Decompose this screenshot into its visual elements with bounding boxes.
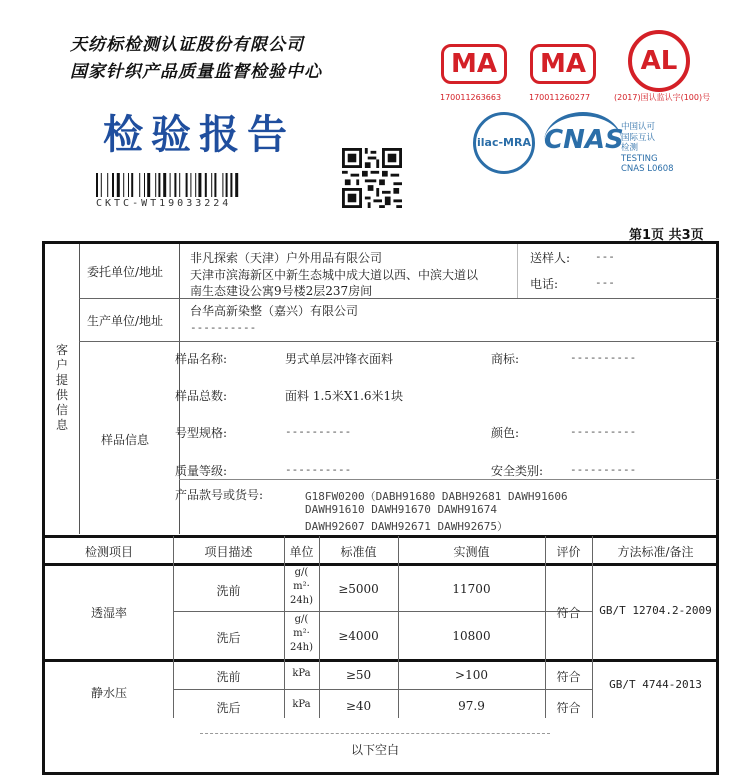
table-row-standard: ≥4000 xyxy=(338,629,379,643)
cnas-info: 中国认可 国际互认 检测 TESTING CNAS L0608 xyxy=(621,122,674,174)
table-row-eval: 符合 xyxy=(556,670,581,684)
sample-name-value: 男式单层冲锋衣面料 xyxy=(285,352,394,366)
safety-label: 安全类别: xyxy=(491,464,544,478)
cma-mark-1: MA xyxy=(441,44,507,84)
sample-total-value: 面料 1.5米X1.6米1块 xyxy=(285,389,404,403)
method-moisture: GB/T 12704.2-2009 xyxy=(599,604,712,617)
producer-label: 生产单位/地址 xyxy=(87,314,164,328)
client-info-label: 客户提供信息 xyxy=(55,343,68,432)
color-label: 颜色: xyxy=(491,426,520,440)
org-name: 天纺标检测认证股份有限公司 xyxy=(70,35,304,55)
cma-code-2: 170011260277 xyxy=(529,93,591,102)
col-header-measured: 实测值 xyxy=(453,545,490,559)
producer-company: 台华高新染整（嘉兴）有限公司 xyxy=(190,304,359,318)
blank-below-note: 以下空白 xyxy=(350,743,399,757)
col-header-desc: 项目描述 xyxy=(204,545,253,559)
end-divider xyxy=(200,733,550,734)
model-value: ---------- xyxy=(285,425,352,438)
table-row-measured: 11700 xyxy=(452,582,491,596)
table-row-unit: kPa xyxy=(292,699,311,710)
sender-value: --- xyxy=(595,250,615,263)
product-no-line-1: G18FW0200（DABH91680 DABH92681 DAWH91606 xyxy=(305,490,568,503)
cma-mark-2: MA xyxy=(530,44,596,84)
grade-label: 质量等级: xyxy=(175,464,228,478)
cal-code: (2017)国认监认字(100)号 xyxy=(614,93,711,102)
entrust-address-line2: 南生态建设公寓9号楼2层237房间 xyxy=(190,284,373,298)
brand-label: 商标: xyxy=(491,352,520,366)
center-name: 国家针织产品质量监督检验中心 xyxy=(70,62,322,82)
cnas-mark: CNAS xyxy=(544,125,624,155)
page-indicator: 第1页 共3页 xyxy=(629,228,704,243)
color-value: ---------- xyxy=(570,425,637,438)
test-item-hydrostatic: 静水压 xyxy=(90,686,127,700)
table-row-measured: 97.9 xyxy=(458,699,485,713)
safety-value: ---------- xyxy=(570,463,637,476)
table-row-unit: g/( m²· 24h) xyxy=(289,614,314,653)
col-header-unit: 单位 xyxy=(289,545,314,559)
col-header-method: 方法标准/备注 xyxy=(617,545,694,559)
barcode xyxy=(96,173,274,197)
cal-mark: AL xyxy=(628,30,690,92)
report-table xyxy=(42,241,719,775)
table-row-desc: 洗后 xyxy=(216,631,241,645)
col-header-standard: 标准值 xyxy=(340,545,377,559)
phone-label: 电话: xyxy=(530,277,559,291)
table-row-desc: 洗前 xyxy=(216,670,241,684)
entrust-label: 委托单位/地址 xyxy=(87,265,164,279)
method-hydrostatic: GB/T 4744-2013 xyxy=(609,678,702,691)
grade-value: ---------- xyxy=(285,463,352,476)
table-row-standard: ≥5000 xyxy=(338,582,379,596)
product-no-line-3: DAWH92607 DAWH92671 DAWH92675） xyxy=(305,520,509,533)
col-header-eval: 评价 xyxy=(556,545,581,559)
entrust-company: 非凡探索（天津）户外用品有限公司 xyxy=(190,251,383,265)
entrust-address-line1: 天津市滨海新区中新生态城中成大道以西、中滨大道以 xyxy=(190,268,479,282)
table-row-eval: 符合 xyxy=(556,606,581,620)
table-row-measured: >100 xyxy=(455,668,488,682)
table-row-unit: kPa xyxy=(292,668,311,679)
product-no-label: 产品款号或货号: xyxy=(175,488,264,502)
model-label: 号型规格: xyxy=(175,426,228,440)
sample-info-label: 样品信息 xyxy=(101,433,150,447)
ilac-mra-mark: ilac-MRA xyxy=(473,112,535,174)
brand-value: ---------- xyxy=(570,351,637,364)
table-row-standard: ≥40 xyxy=(345,699,372,713)
table-row-unit: g/( m²· 24h) xyxy=(289,567,314,606)
table-row-standard: ≥50 xyxy=(345,668,372,682)
product-no-line-2: DAWH91610 DAWH91670 DAWH91674 xyxy=(305,503,498,516)
producer-address: ---------- xyxy=(190,321,257,334)
sample-total-label: 样品总数: xyxy=(175,389,228,403)
qr-code xyxy=(342,148,402,208)
table-row-desc: 洗后 xyxy=(216,701,241,715)
sample-name-label: 样品名称: xyxy=(175,352,228,366)
table-row-desc: 洗前 xyxy=(216,584,241,598)
phone-value: --- xyxy=(595,276,615,289)
table-row-eval: 符合 xyxy=(556,701,581,715)
test-item-moisture: 透湿率 xyxy=(90,606,127,620)
sender-label: 送样人: xyxy=(530,251,571,265)
cma-code-1: 170011263663 xyxy=(440,93,502,102)
report-number: CKTC-WT19033224 xyxy=(96,198,232,209)
col-header-item: 检测项目 xyxy=(84,545,133,559)
table-row-measured: 10800 xyxy=(452,629,491,643)
report-title: 检验报告 xyxy=(103,111,295,158)
